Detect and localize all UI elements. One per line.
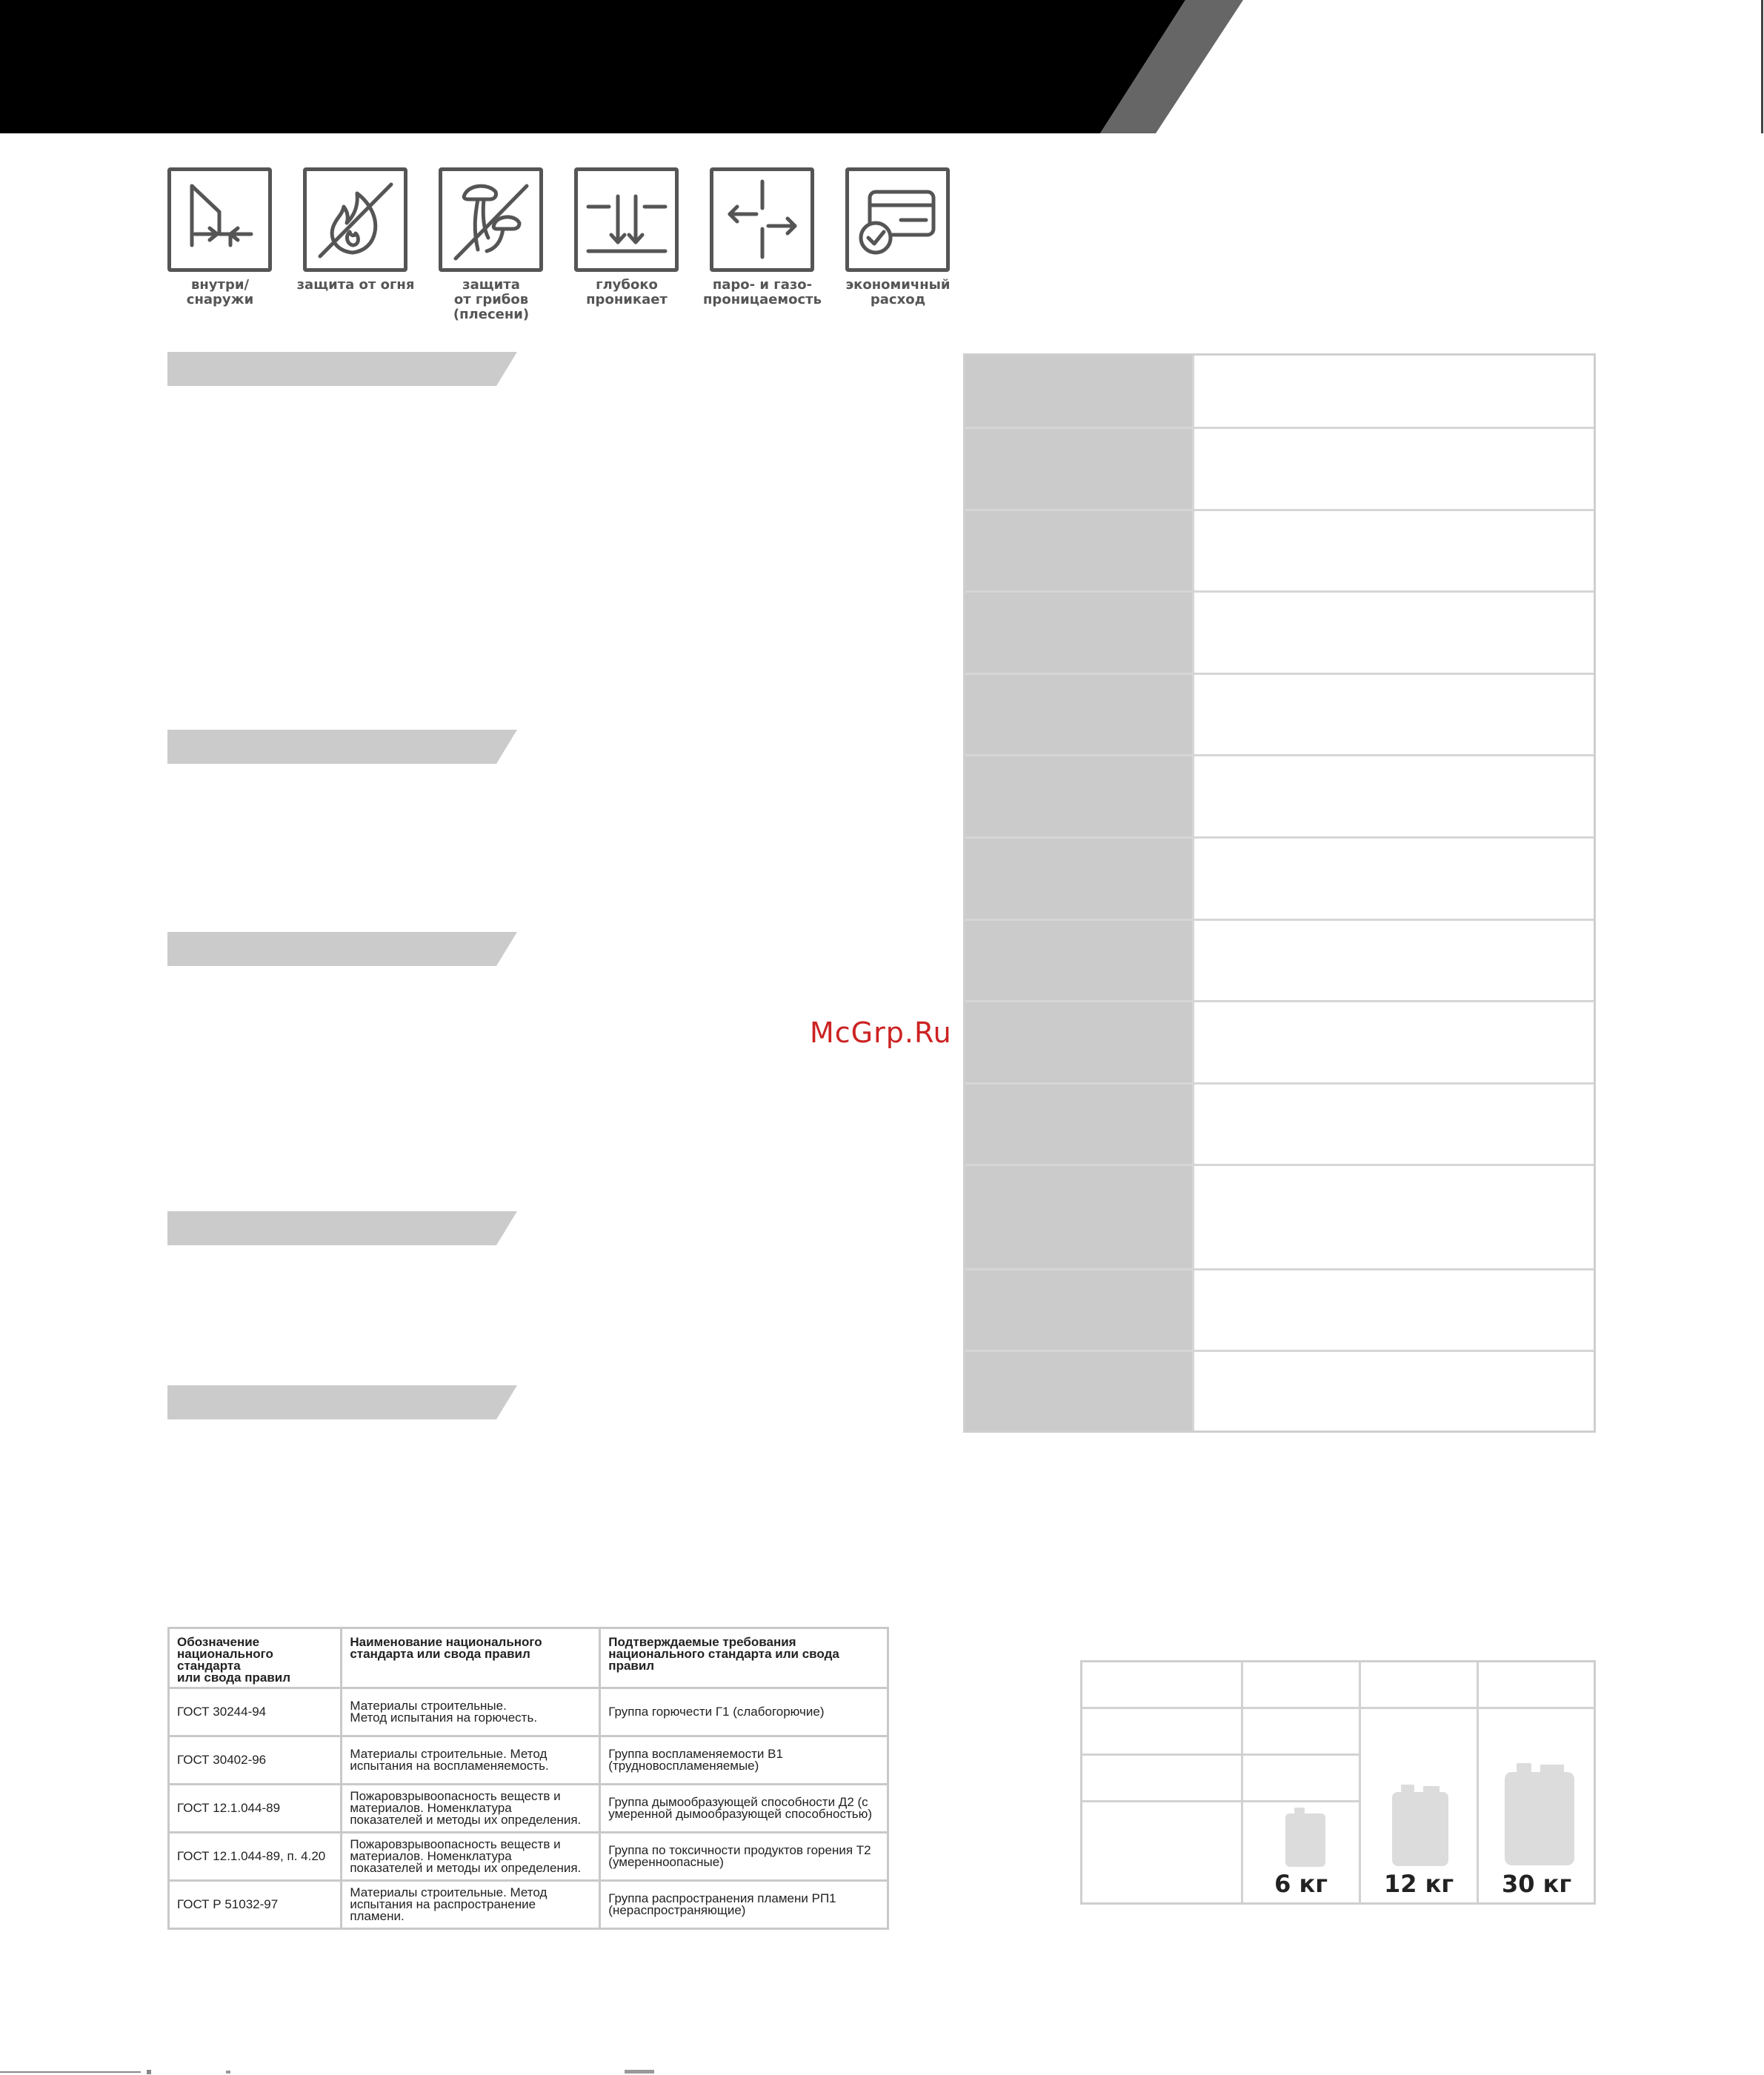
icon-caption-indoor-outdoor: внутри/ снаружи (186, 277, 254, 307)
standard-code-cell: ГОСТ 12.1.044-89 (169, 1785, 342, 1833)
spec-label-cell (965, 1085, 1192, 1164)
table-row (169, 1785, 888, 1833)
spec-label-cell (965, 429, 1192, 509)
table-grid-line (1082, 1707, 1594, 1709)
spec-label-cell (965, 675, 1192, 754)
spec-table (963, 353, 1596, 1433)
standard-name-cell: Пожаровзрывоопасность веществ и материалов. Номенклатура показателей и методы их определения. (342, 1785, 600, 1833)
standard-name-cell: Материалы строительные. Метод испытания на распространение пламени. (342, 1881, 600, 1929)
spec-value-cell (1192, 756, 1594, 836)
spec-row (965, 675, 1594, 756)
gost-table-header-row (169, 1628, 888, 1688)
spec-label-cell (965, 921, 1192, 1000)
spec-value-cell (1192, 921, 1594, 1000)
spec-value-cell (1192, 1270, 1594, 1350)
standard-code-cell: ГОСТ 30402-96 (169, 1736, 342, 1785)
weight-label-6kg: 6 кг (1274, 1870, 1328, 1898)
spec-label-cell (965, 839, 1192, 919)
deep-penetration-icon (574, 167, 679, 272)
spec-row (965, 1002, 1594, 1085)
spec-row (965, 593, 1594, 675)
spec-value-cell (1192, 1002, 1594, 1082)
spec-value-cell (1192, 839, 1594, 919)
section-header-bar (167, 932, 517, 966)
spec-label-cell (965, 593, 1192, 673)
canister-12kg-icon (1391, 1785, 1450, 1866)
spec-value-cell (1192, 511, 1594, 590)
section-header-bar (167, 1385, 517, 1419)
spec-value-cell (1192, 356, 1594, 427)
spec-label-cell (965, 1002, 1192, 1082)
standard-name-cell: Пожаровзрывоопасность веществ и материалов. Номенклатура показателей и методы их определения. (342, 1833, 600, 1881)
spec-row (965, 756, 1594, 839)
spec-row (965, 511, 1594, 593)
standard-code-cell: ГОСТ 12.1.044-89, п. 4.20 (169, 1833, 342, 1881)
indoor-outdoor-icon (167, 167, 272, 272)
spec-row (965, 356, 1594, 429)
header-standard-name: Наименование национального стандарта или свода правил (342, 1628, 600, 1688)
gost-standards-table (167, 1627, 889, 1930)
standard-name-cell: Материалы строительные. Метод испытания на горючесть. (342, 1688, 600, 1736)
table-row (169, 1736, 888, 1785)
standard-code-cell: ГОСТ 30244-94 (169, 1688, 342, 1736)
table-row (169, 1688, 888, 1736)
spec-label-cell (965, 756, 1192, 836)
spec-value-cell (1192, 1085, 1594, 1164)
standard-name-cell: Материалы строительные. Метод испытания на воспламеняемость. (342, 1736, 600, 1785)
section-header-bar (167, 730, 517, 764)
table-row (169, 1881, 888, 1929)
spec-row (965, 429, 1594, 511)
header-edge-line (1761, 0, 1763, 133)
section-header-bar (167, 352, 517, 386)
spec-row (965, 921, 1594, 1002)
spec-row (965, 1166, 1594, 1270)
requirement-cell: Группа дымообразующей способности Д2 (с умеренной дымообразующей способностью) (600, 1785, 888, 1833)
icon-caption-deep-penetration: глубоко проникает (586, 277, 668, 307)
canister-6kg-icon (1284, 1808, 1327, 1867)
table-grid-line (1477, 1662, 1479, 1902)
spec-label-cell (965, 1352, 1192, 1430)
header-band (0, 0, 1764, 135)
weight-label-12kg: 12 кг (1383, 1870, 1454, 1898)
canister-30kg-icon (1503, 1763, 1576, 1865)
requirement-cell: Группа горючести Г1 (слабогорючие) (600, 1688, 888, 1736)
requirement-cell: Группа воспламеняемости В1 (трудновоспламеняемые) (600, 1736, 888, 1785)
fire-protection-icon (303, 167, 407, 272)
icon-caption-vapor-permeability: паро- и газо- проницаемость (703, 277, 822, 307)
spec-row (965, 1270, 1594, 1352)
spec-row (965, 839, 1594, 921)
requirement-cell: Группа по токсичности продуктов горения Т2 (умереннoопасные) (600, 1833, 888, 1881)
table-grid-line (1082, 1753, 1360, 1756)
header-standard-code: Обозначение национального стандарта или свода правил (169, 1628, 342, 1688)
section-header-bar (167, 1211, 517, 1245)
icon-caption-fire-protection: защита от огня (296, 277, 415, 293)
weight-label-30kg: 30 кг (1501, 1870, 1572, 1898)
vapor-permeability-icon (710, 167, 814, 272)
spec-value-cell (1192, 675, 1594, 754)
spec-label-cell (965, 511, 1192, 590)
spec-label-cell (965, 1166, 1192, 1268)
spec-label-cell (965, 356, 1192, 427)
economical-consumption-icon (845, 167, 950, 272)
watermark: McGrp.Ru (810, 1016, 952, 1049)
standard-code-cell: ГОСТ Р 51032-97 (169, 1881, 342, 1929)
table-row (169, 1833, 888, 1881)
spec-value-cell (1192, 429, 1594, 509)
table-grid-line (1359, 1662, 1361, 1902)
requirement-cell: Группа распространения пламени РП1 (нераспространяющие) (600, 1881, 888, 1929)
icon-caption-mold-protection: защита от грибов (плесени) (453, 277, 530, 322)
table-grid-line (1241, 1662, 1243, 1902)
table-grid-line (1082, 1800, 1360, 1802)
icon-caption-economical-consumption: экономичный расход (845, 277, 951, 307)
spec-label-cell (965, 1270, 1192, 1350)
packaging-table (1080, 1660, 1596, 1905)
header-requirements: Подтверждаемые требования национального стандарта или свода правил (600, 1628, 888, 1688)
spec-value-cell (1192, 1352, 1594, 1430)
mold-protection-icon (439, 167, 543, 272)
footer-print-marks (0, 2070, 1764, 2075)
spec-row (965, 1085, 1594, 1166)
spec-row (965, 1352, 1594, 1430)
spec-value-cell (1192, 1166, 1594, 1268)
spec-value-cell (1192, 593, 1594, 673)
